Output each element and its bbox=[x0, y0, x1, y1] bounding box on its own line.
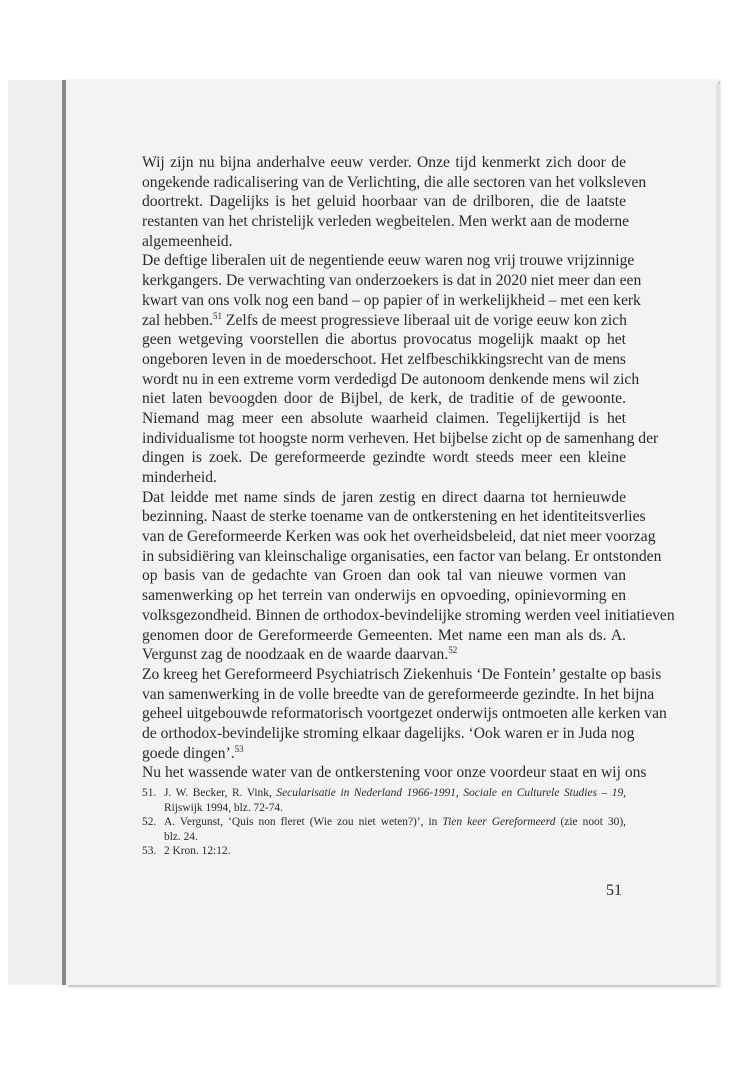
footnotes bbox=[142, 786, 626, 859]
footnote-line bbox=[164, 786, 626, 801]
text-run: individualisme tot hoogste norm verheven. Het bijbelse zicht op de samenhang der bbox=[142, 429, 659, 447]
text-line bbox=[142, 488, 626, 508]
text-run: Niemand mag meer een absolute waarheid claimen. Tegelijkertijd is het bbox=[142, 409, 626, 427]
footnote-line bbox=[164, 844, 626, 859]
text-run: goede dingen’. bbox=[142, 744, 235, 762]
paragraph bbox=[142, 763, 647, 783]
text-run: Wij zijn nu bijna anderhalve eeuw verder. Onze tijd kenmerkt zich door de bbox=[142, 154, 626, 171]
text-line bbox=[142, 291, 641, 311]
text-line bbox=[142, 409, 626, 429]
footnote-number: 52. bbox=[142, 816, 157, 829]
text-line bbox=[142, 665, 662, 685]
text-line bbox=[142, 212, 630, 232]
paragraph bbox=[142, 251, 659, 487]
text-line bbox=[142, 645, 626, 665]
text-run: Nu het wassende water van de ontkerstening voor onze voordeur staat en wij ons bbox=[142, 764, 647, 782]
text-line bbox=[142, 429, 659, 449]
text-line bbox=[142, 468, 626, 488]
text-run: bezinning. Naast de sterke toename van de ontkerstening en het identiteitsverlies bbox=[142, 508, 646, 526]
text-run: Dat leidde met name sinds de jaren zestig en direct daarna tot hernieuwde bbox=[142, 488, 626, 506]
text-run: samenwerking op het terrein van onderwijs en opvoeding, opinievorming en bbox=[142, 587, 626, 605]
text-run: Rijswijk 1994, blz. 72-74. bbox=[164, 801, 283, 814]
text-run: Zo kreeg het Gereformeerd Psychiatrisch Ziekenhuis ‘De Fontein’ gestalte op basis bbox=[142, 665, 662, 683]
text-run: ongekende radicalisering van de Verlichting, die alle sectoren van het volksleven bbox=[142, 173, 647, 191]
text-line bbox=[142, 606, 675, 626]
text-run: De deftige liberalen uit de negentiende eeuw waren nog vrij trouwe vrijzinnige bbox=[142, 252, 635, 270]
text-run: volksgezondheid. Binnen de orthodox-bevindelijke stroming werden veel initiatieven bbox=[142, 606, 675, 624]
footnote-line bbox=[164, 815, 626, 830]
text-line bbox=[142, 626, 626, 646]
text-run: 2 Kron. 12:12. bbox=[164, 845, 231, 858]
text-line bbox=[142, 389, 626, 409]
page-stack-edge bbox=[716, 84, 720, 986]
text-run: kerkgangers. De verwachting van onderzoekers is dat in 2020 niet meer dan een bbox=[142, 272, 642, 290]
text-run: niet laten bevoogden door de Bijbel, de kerk, de traditie of de gewoonte. bbox=[142, 390, 626, 408]
footnote bbox=[142, 844, 626, 859]
text-run: ongeboren leven in de moederschoot. Het zelfbeschikkingsrecht van de mens bbox=[142, 350, 626, 368]
italic-title: Secularisatie in Nederland 1966-1991, Sociale en Culturele Studies – 19, bbox=[276, 787, 626, 799]
paragraph bbox=[142, 488, 675, 665]
footnote-reference: 52 bbox=[448, 645, 458, 656]
footnote-line bbox=[164, 801, 626, 816]
text-run: genomen door de Gereformeerde Gemeenten. Met name een man als ds. A. bbox=[142, 626, 626, 644]
text-line bbox=[142, 153, 626, 173]
text-line bbox=[142, 370, 640, 390]
text-line bbox=[142, 251, 635, 271]
text-run: wordt nu in een extreme vorm verdedigd De autonoom denkende mens wil zich bbox=[142, 370, 640, 388]
paragraph bbox=[142, 665, 667, 763]
italic-title: Tien keer Gereformeerd bbox=[442, 816, 556, 829]
text-run: restanten van het christelijk verleden wegbeitelen. Men werkt aan de moderne bbox=[142, 213, 630, 231]
text-line bbox=[142, 448, 626, 468]
text-line bbox=[142, 232, 626, 252]
text-line bbox=[142, 192, 626, 212]
text-run: op basis van de gedachte van Groen dan ook tal van nieuwe vormen van bbox=[142, 567, 626, 585]
footnote-number: 53. bbox=[142, 845, 157, 858]
text-run: van samenwerking in de volle breedte van de gereformeerde gezindte. In het bijna bbox=[142, 685, 655, 703]
body-text bbox=[142, 153, 675, 783]
footnote-reference: 51 bbox=[213, 310, 223, 321]
text-run: geen wetgeving voorstellen die abortus provocatus mogelijk maakt op het bbox=[142, 331, 626, 349]
text-run: J. W. Becker, R. Vink, bbox=[164, 787, 277, 799]
text-line bbox=[142, 311, 626, 331]
footnote-reference: 53 bbox=[234, 743, 244, 754]
text-line bbox=[142, 547, 662, 567]
text-line bbox=[142, 566, 626, 586]
adjacent-page-edge bbox=[8, 80, 65, 985]
text-line bbox=[142, 173, 647, 193]
text-line bbox=[142, 744, 626, 764]
text-run: Vergunst zag de noodzaak en de waarde daarvan. bbox=[142, 646, 449, 664]
text-line bbox=[142, 527, 656, 547]
text-line bbox=[142, 724, 635, 744]
page-number: 51 bbox=[606, 882, 622, 899]
footnote-line bbox=[164, 830, 626, 845]
text-run: algemeenheid. bbox=[142, 232, 233, 250]
text-line bbox=[142, 586, 626, 606]
text-run: (zie noot 30), bbox=[555, 816, 626, 829]
text-line bbox=[142, 350, 626, 370]
text-line bbox=[142, 330, 626, 350]
footnote bbox=[142, 815, 626, 844]
text-run: van de Gereformeerde Kerken was ook het overheidsbeleid, dat niet meer voorzag bbox=[142, 528, 656, 546]
text-line bbox=[142, 271, 642, 291]
text-run: de orthodox-bevindelijke stroming elkaar dagelijks. ‘Ook waren er in Juda nog bbox=[142, 724, 635, 742]
text-run: in subsidiëring van kleinschalige organisaties, een factor van belang. Er ontstonden bbox=[142, 547, 662, 565]
text-run: geheel uitgebouwde reformatorisch voortgezet onderwijs ontmoeten alle kerken van bbox=[142, 705, 667, 723]
text-run: dingen is zoek. De gereformeerde gezindte wordt steeds meer een kleine bbox=[142, 449, 626, 467]
text-run: kwart van ons volk nog een band – op papier of in werkelijkheid – met een kerk bbox=[142, 291, 641, 309]
text-run: doortrekt. Dagelijks is het geluid hoorbaar van de drilboren, die de laatste bbox=[142, 193, 626, 211]
paragraph bbox=[142, 153, 647, 251]
text-line bbox=[142, 704, 667, 724]
footnote bbox=[142, 786, 626, 815]
text-run: Zelfs de meest progressieve liberaal uit de vorige eeuw kon zich bbox=[222, 311, 627, 329]
text-run: A. Vergunst, ‘Quis non fleret (Wie zou niet weten?)’, in bbox=[164, 816, 443, 829]
text-line bbox=[142, 763, 647, 783]
text-run: minderheid. bbox=[142, 469, 217, 486]
text-run: zal hebben. bbox=[142, 311, 214, 329]
text-line bbox=[142, 507, 646, 527]
text-run: blz. 24. bbox=[164, 830, 198, 843]
text-line bbox=[142, 685, 655, 705]
footnote-number: 51. bbox=[142, 787, 157, 799]
